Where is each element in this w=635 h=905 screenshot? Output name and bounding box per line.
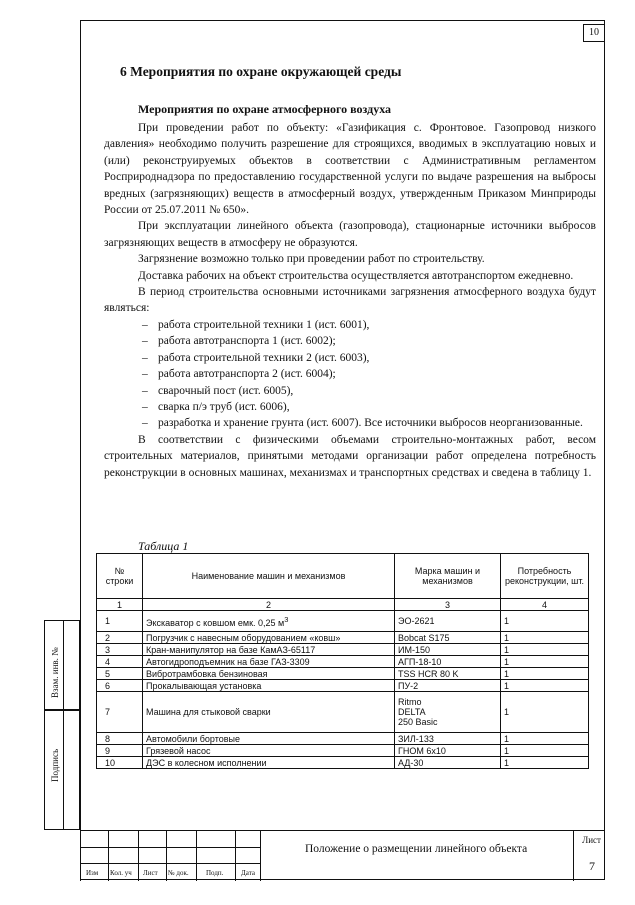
table-header: № строки [97, 554, 143, 599]
machine-mark: АГП-18-10 [395, 656, 501, 668]
paragraph: При эксплуатации линейного объекта (газопровода), стационарные источники выбросов загрязняющих веществ в атмосферу не образуются. [104, 220, 596, 249]
equipment-table [96, 553, 589, 769]
paragraph: В период строительства основными источниками загрязнения атмосферного воздуха будут являться: [104, 286, 596, 315]
machine-qty: 1 [501, 757, 589, 769]
machine-mark: ЗИЛ-133 [395, 733, 501, 745]
table-row [97, 644, 589, 656]
table-caption: Таблица 1 [138, 539, 189, 553]
sheet-label: Лист [582, 835, 601, 845]
machine-qty: 1 [501, 611, 589, 632]
paragraph: При проведении работ по объекту: «Газификация с. Фронтовое. Газопровод низкого давления» необходимо получить разрешение для строящихся, вводимых в эксплуатацию новых и (или) реконструируемых объектов в соответствии с Административным регламентом Росприроднадзора по предоставлению государственной услуги по выдаче разрешения на выбросы вредных (загрязняющих) веществ в атмосферный воздух, утвержденным Приказом Минприроды России от 25.07.2011 № 650». [104, 122, 596, 217]
machine-mark: ГНОМ 6х10 [395, 745, 501, 757]
paragraph: Загрязнение возможно только при проведении работ по строительству. [138, 253, 485, 266]
machine-name: Грязевой насос [143, 745, 395, 757]
table-row [97, 692, 589, 733]
machine-qty: 1 [501, 745, 589, 757]
stamp-col-label: № док. [168, 869, 189, 877]
stamp-col-label: Изм [86, 869, 99, 877]
paragraph: Доставка рабочих на объект строительства осуществляется автотранспортом ежедневно. [138, 269, 574, 282]
machine-name: Автогидроподъемник на базе ГАЗ-3309 [143, 656, 395, 668]
sheet-number: 7 [589, 859, 595, 873]
list-item: – работа автотранспорта 2 (ист. 6004); [128, 366, 596, 382]
machine-mark: Bobcat S175 [395, 632, 501, 644]
source-list [104, 317, 596, 432]
side-label-signature: Подпись [50, 748, 60, 782]
table-header: Потребность реконструкции, шт. [501, 554, 589, 599]
row-number: 1 [97, 611, 143, 632]
list-item: – работа строительной техники 1 (ист. 6001), [128, 317, 596, 333]
machine-mark: ПУ-2 [395, 680, 501, 692]
table-row [97, 668, 589, 680]
table-row [97, 632, 589, 644]
stamp-col-label: Кол. уч [110, 869, 132, 877]
subsection-heading: Мероприятия по охране атмосферного воздуха [138, 102, 392, 116]
machine-mark [395, 692, 501, 733]
row-number: 9 [97, 745, 143, 757]
machine-mark: ЭО-2621 [395, 611, 501, 632]
table-row [97, 733, 589, 745]
table-row [97, 656, 589, 668]
machine-name: Автомобили бортовые [143, 733, 395, 745]
table-row [97, 757, 589, 769]
machine-mark: TSS HCR 80 K [395, 668, 501, 680]
list-item: – разработка и хранение грунта (ист. 6007). Все источники выбросов неорганизованные. [128, 415, 596, 431]
mark-line: 250 Basic [398, 717, 438, 727]
machine-name: Погрузчик с навесным оборудованием «ковш» [143, 632, 395, 644]
machine-qty: 1 [501, 692, 589, 733]
machine-mark: АД-30 [395, 757, 501, 769]
machine-name: Прокалывающая установка [143, 680, 395, 692]
paragraph: В соответствии с физическими объемами строительно-монтажных работ, весом строительных материалов, принятыми методами организации работ определена потребность реконструкции в основных машинах, механизмах и транспортных средствах и сведена в таблицу 1. [104, 433, 596, 479]
column-number: 2 [143, 599, 395, 611]
machine-qty: 1 [501, 668, 589, 680]
machine-name: Кран-манипулятор на базе КамАЗ-65117 [143, 644, 395, 656]
page-box-number: 10 [583, 24, 605, 42]
table-header: Наименование машин и механизмов [143, 554, 395, 599]
column-number: 4 [501, 599, 589, 611]
row-number: 7 [97, 692, 143, 733]
document-body [104, 120, 596, 481]
stamp-col-label: Дата [241, 869, 255, 877]
machine-name: ДЭС в колесном исполнении [143, 757, 395, 769]
column-number: 3 [395, 599, 501, 611]
list-item: – сварочный пост (ист. 6005), [128, 383, 596, 399]
column-number: 1 [97, 599, 143, 611]
row-number: 5 [97, 668, 143, 680]
machine-qty: 1 [501, 644, 589, 656]
mark-line: Ritmo [398, 697, 422, 707]
list-item: – работа строительной техники 2 (ист. 6003), [128, 350, 596, 366]
mark-line: DELTA [398, 707, 426, 717]
machine-qty: 1 [501, 632, 589, 644]
machine-qty: 1 [501, 733, 589, 745]
row-number: 6 [97, 680, 143, 692]
machine-qty: 1 [501, 680, 589, 692]
title-block [80, 830, 605, 881]
list-item: – работа автотранспорта 1 (ист. 6002); [128, 333, 596, 349]
row-number: 8 [97, 733, 143, 745]
stamp-col-label: Лист [143, 869, 158, 877]
table-header: Марка машин и механизмов [395, 554, 501, 599]
machine-qty: 1 [501, 656, 589, 668]
section-heading: 6 Мероприятия по охране окружающей среды [120, 64, 402, 79]
row-number: 10 [97, 757, 143, 769]
machine-name: Экскаватор с ковшом емк. 0,25 $м^3$ [143, 611, 395, 632]
side-label-replacement: Взам. инв. № [50, 647, 60, 698]
table-row [97, 680, 589, 692]
unit-superscript: 3 [284, 614, 289, 624]
stamp-col-label: Подп. [206, 869, 224, 877]
row-number: 3 [97, 644, 143, 656]
machine-name: Вибротрамбовка бензиновая [143, 668, 395, 680]
machine-mark: ИМ-150 [395, 644, 501, 656]
machine-name: Машина для стыковой сварки [143, 692, 395, 733]
row-number: 2 [97, 632, 143, 644]
table-row [97, 745, 589, 757]
row-number: 4 [97, 656, 143, 668]
list-item: – сварка п/э труб (ист. 6006), [128, 399, 596, 415]
document-title: Положение о размещении линейного объекта [305, 843, 528, 855]
table-row [97, 611, 589, 632]
